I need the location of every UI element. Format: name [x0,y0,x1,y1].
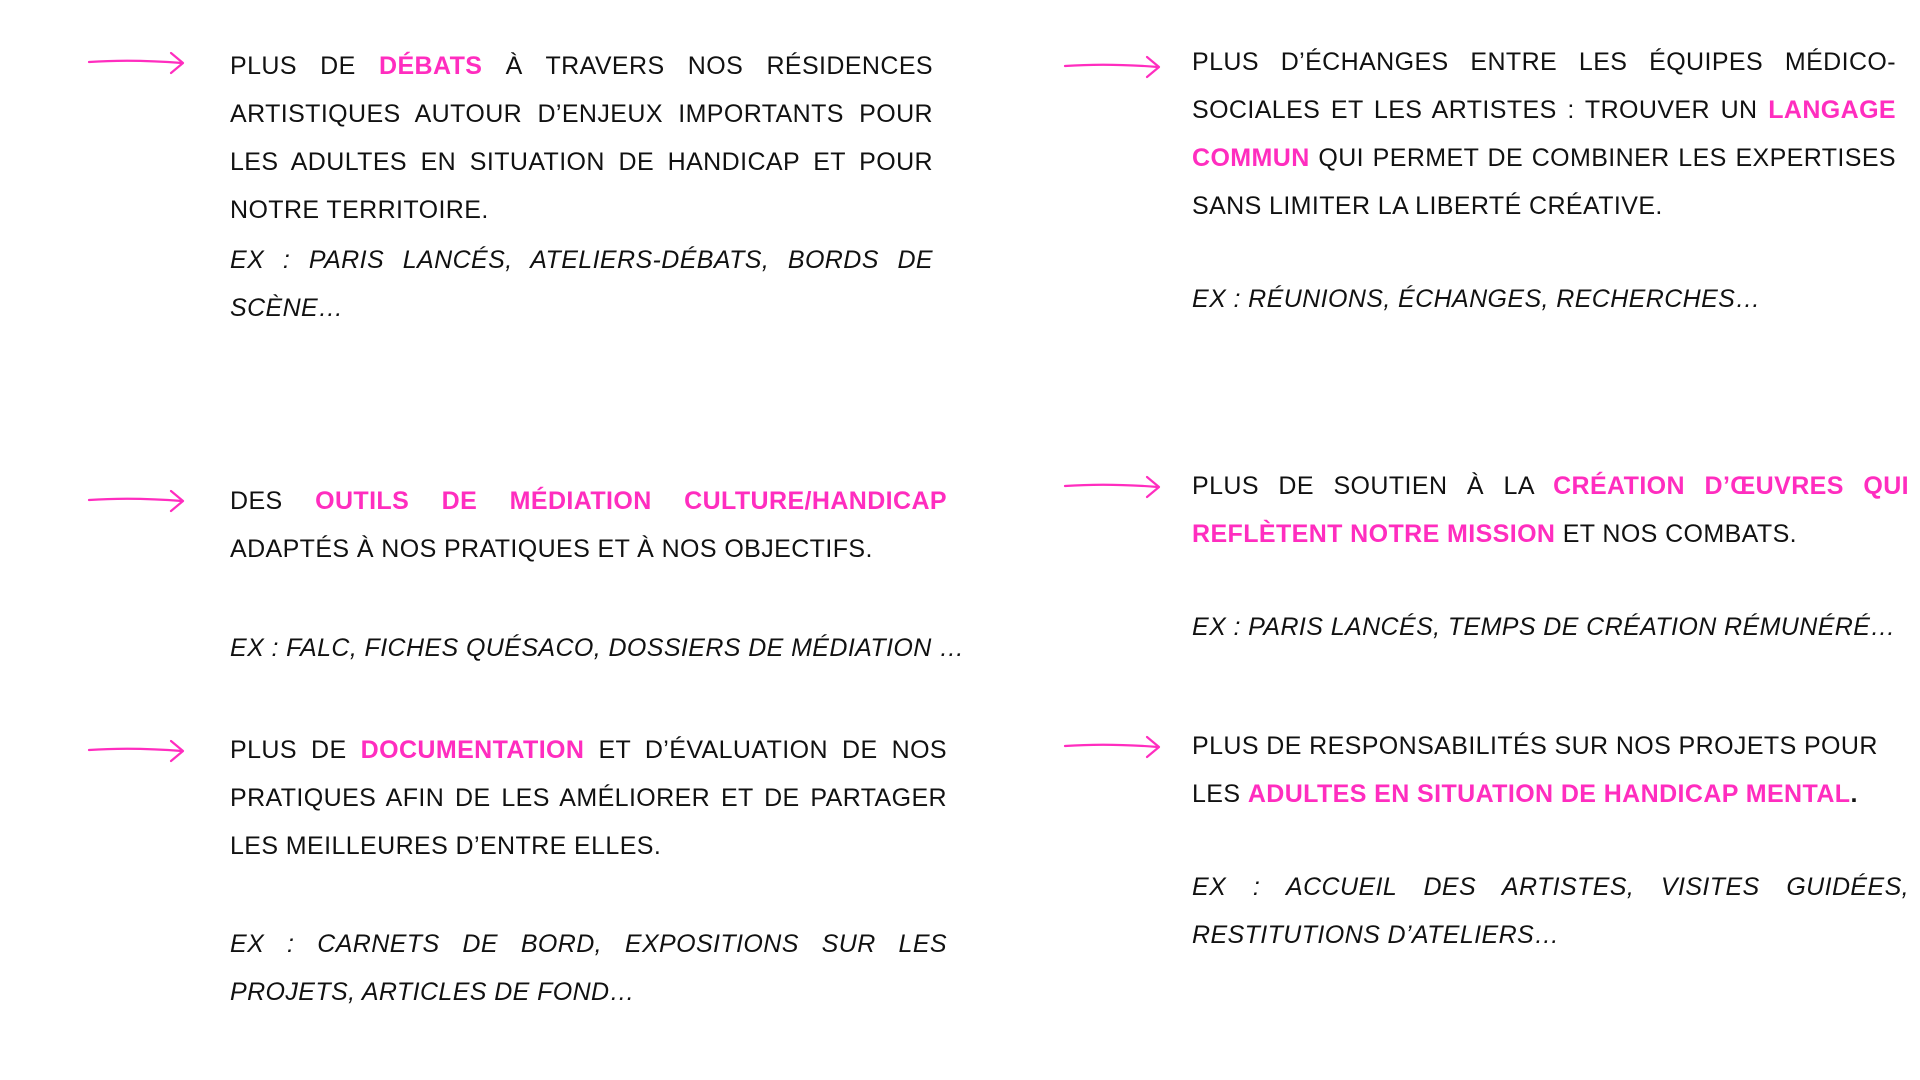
item-text [230,42,933,234]
item-example: EX : FALC, FICHES QUÉSACO, DOSSIERS DE MÉDIATION … [230,634,965,662]
highlight-text: LANGAGE COMMUN [1192,96,1896,172]
body-text: PLUS DE SOUTIEN À LA [1192,472,1554,500]
highlight-text: DOCUMENTATION [360,736,585,764]
arrow-right-icon [1063,472,1163,502]
body-text: PLUS DE [230,52,379,80]
body-text: PLUS DE RESPONSABILITÉS SUR NOS PROJETS POUR LES [1192,732,1878,808]
arrow-right-icon [87,486,187,516]
arrow-right-icon [1063,52,1163,82]
arrow-right-icon [1063,732,1163,762]
item-example: EX : CARNETS DE BORD, EXPOSITIONS SUR LES PROJETS, ARTICLES DE FOND… [230,930,947,1006]
item-example: EX : PARIS LANCÉS, ATELIERS-DÉBATS, BORDS DE SCÈNE… [230,246,933,322]
item-example: EX : PARIS LANCÉS, TEMPS DE CRÉATION RÉMUNÉRÉ… [1192,613,1896,641]
body-text: PLUS DE [230,736,361,764]
highlight-text: ADULTES EN SITUATION DE HANDICAP MENTAL [1247,780,1851,808]
item-text [1192,722,1909,818]
item-text [230,726,947,870]
body-text: PLUS D’ÉCHANGES ENTRE LES ÉQUIPES MÉDICO-SOCIALES ET LES ARTISTES : TROUVER UN [1192,48,1896,124]
body-text: ADAPTÉS À NOS PRATIQUES ET À NOS OBJECTIFS. [230,535,873,563]
arrow-right-icon [87,736,187,766]
item-text [1192,38,1896,230]
item-text [230,477,947,573]
body-text: QUI PERMET DE COMBINER LES EXPERTISES SANS LIMITER LA LIBERTÉ CRÉATIVE. [1192,144,1896,220]
highlight-text: DÉBATS [379,52,483,80]
body-text: ET NOS COMBATS. [1555,520,1797,548]
arrow-right-icon [87,48,187,78]
body-text: . [1850,780,1858,808]
highlight-text: CRÉATION D’ŒUVRES QUI REFLÈTENT NOTRE MISSION [1192,472,1909,548]
item-example: EX : RÉUNIONS, ÉCHANGES, RECHERCHES… [1192,285,1761,313]
body-text: ET D’ÉVALUATION DE NOS PRATIQUES AFIN DE LES AMÉLIORER ET DE PARTAGER LES MEILLEURES D’ENTRE ELLES. [230,736,947,860]
item-example: EX : ACCUEIL DES ARTISTES, VISITES GUIDÉES, RESTITUTIONS D’ATELIERS… [1192,873,1909,949]
item-text [1192,462,1909,558]
highlight-text: OUTILS DE MÉDIATION CULTURE/HANDICAP [315,487,948,515]
body-text: À TRAVERS NOS RÉSIDENCES ARTISTIQUES AUTOUR D’ENJEUX IMPORTANTS POUR LES ADULTES EN SITUATION DE HANDICAP ET POUR NOTRE TERRITOIRE. [230,52,933,224]
body-text: DES [230,487,316,515]
